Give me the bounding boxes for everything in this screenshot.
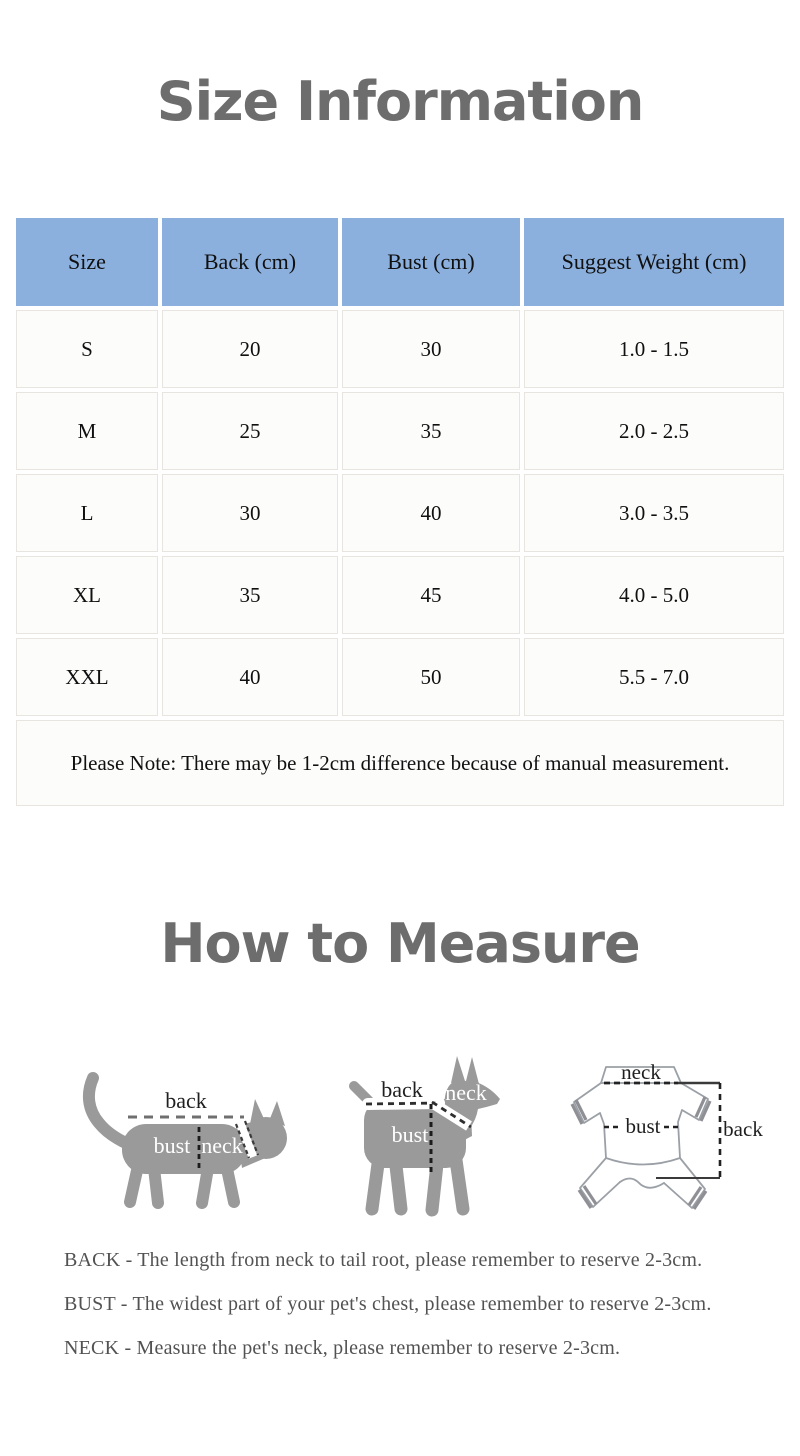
cat-measurement-diagram: [60, 1040, 320, 1220]
cell-bust: 45: [342, 556, 520, 634]
column-header-back: Back (cm): [162, 218, 338, 306]
cell-bust: 40: [342, 474, 520, 552]
cell-bust: 30: [342, 310, 520, 388]
cell-size: L: [16, 474, 158, 552]
cell-weight: 1.0 - 1.5: [524, 310, 784, 388]
table-row-m: [16, 392, 784, 470]
cat-ear: [250, 1099, 265, 1124]
cell-size: M: [16, 392, 158, 470]
back-instruction: BACK - The length from neck to tail root, please remember to reserve 2-3cm.: [64, 1249, 703, 1271]
cell-size: XL: [16, 556, 158, 634]
cell-back: 30: [162, 474, 338, 552]
cell-back: 20: [162, 310, 338, 388]
dog-ear: [451, 1056, 465, 1083]
garment-measurement-diagram: [560, 1030, 800, 1230]
measurement-note: Please Note: There may be 1-2cm difference because of manual measurement.: [16, 720, 784, 806]
measure-instructions: [64, 1250, 784, 1382]
table-row-s: [16, 310, 784, 388]
dog-neck-label: neck: [445, 1080, 487, 1105]
cell-size: S: [16, 310, 158, 388]
size-table-header-row: [16, 218, 784, 306]
cell-weight: 3.0 - 3.5: [524, 474, 784, 552]
cell-weight: 4.0 - 5.0: [524, 556, 784, 634]
garment-neck-label: neck: [621, 1060, 661, 1084]
garment-hem: [620, 1179, 664, 1188]
cat-tail: [89, 1078, 128, 1144]
column-header-size: Size: [16, 218, 158, 306]
cell-back: 40: [162, 638, 338, 716]
cat-back-label: back: [165, 1088, 207, 1113]
cell-size: XXL: [16, 638, 158, 716]
cell-weight: 2.0 - 2.5: [524, 392, 784, 470]
measure-section-title: How to Measure: [160, 912, 640, 975]
cat-bust-label: bust: [153, 1133, 191, 1158]
dog-bust-label: bust: [391, 1122, 429, 1147]
garment-hip-line: [606, 1158, 680, 1165]
cat-neck-label: neck: [201, 1133, 243, 1158]
cell-bust: 50: [342, 638, 520, 716]
cell-back: 35: [162, 556, 338, 634]
column-header-weight: Suggest Weight (cm): [524, 218, 784, 306]
column-header-bust: Bust (cm): [342, 218, 520, 306]
table-row-xl: [16, 556, 784, 634]
size-section-title: Size Information: [156, 70, 644, 133]
table-note-row: [16, 720, 784, 806]
garment-right-sleeve: [678, 1083, 708, 1158]
cell-bust: 35: [342, 392, 520, 470]
dog-back-label: back: [381, 1077, 423, 1102]
garment-back-label: back: [723, 1117, 763, 1141]
size-table: [12, 214, 788, 810]
neck-instruction: NECK - Measure the pet's neck, please remember to reserve 2-3cm.: [64, 1337, 621, 1359]
dog-measurement-diagram: [330, 1040, 570, 1220]
bust-instruction: BUST - The widest part of your pet's chest, please remember to reserve 2-3cm.: [64, 1293, 712, 1315]
cell-weight: 5.5 - 7.0: [524, 638, 784, 716]
table-row-l: [16, 474, 784, 552]
table-row-xxl: [16, 638, 784, 716]
cell-back: 25: [162, 392, 338, 470]
garment-bust-label: bust: [625, 1114, 661, 1138]
